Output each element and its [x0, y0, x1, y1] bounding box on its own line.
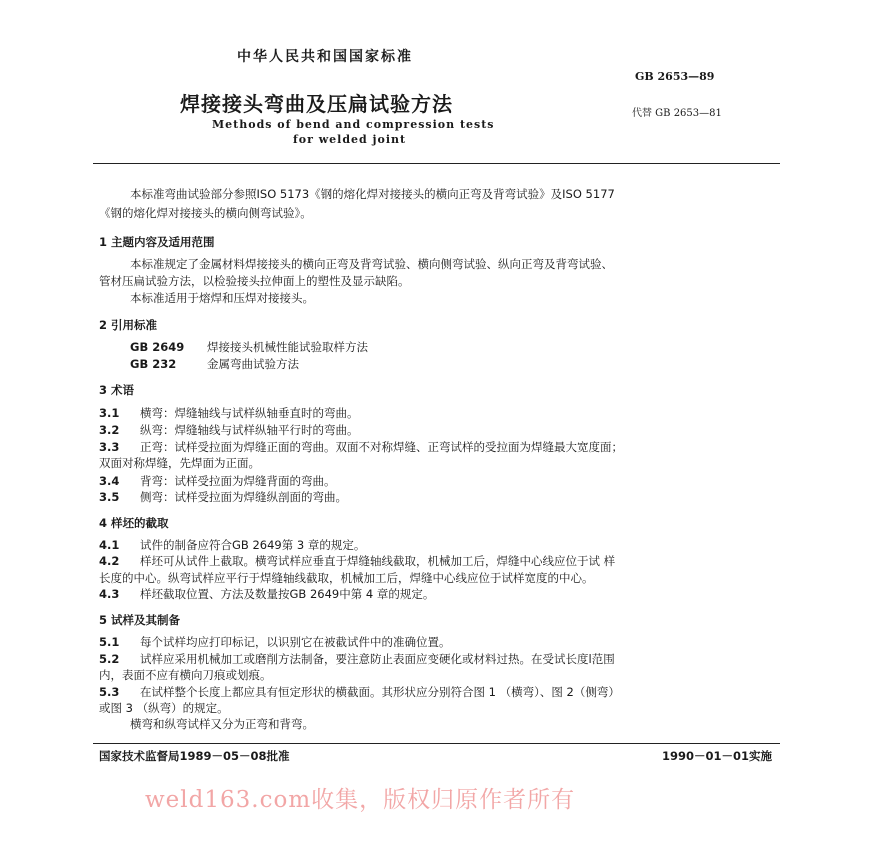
- header-rule: [93, 163, 780, 164]
- clause-text: 横弯和纵弯试样又分为正弯和背弯。: [130, 717, 314, 731]
- section-1-line-3: 本标准适用于熔焊和压焊对接接头。: [130, 291, 314, 305]
- approval-line: 国家技术监督局1989－05－08批准: [99, 749, 290, 763]
- section-3-heading: 3 术语: [99, 383, 135, 397]
- clause-text: 每个试样均应打印标记，以识别它在被截试件中的准确位置。: [140, 635, 451, 649]
- english-title-line-2: for welded joint: [293, 133, 407, 146]
- clause-number: 3.5: [99, 490, 120, 504]
- effective-date: 1990－01－01实施: [662, 749, 773, 763]
- watermark-text: weld163.com收集，版权归原作者所有: [145, 787, 576, 813]
- reference-code: GB 2649: [130, 340, 185, 354]
- standard-code: GB 2653—89: [635, 70, 715, 83]
- clause-number: 3.2: [99, 423, 120, 437]
- clause-number: 4.2: [99, 554, 120, 568]
- clause-number: 3.1: [99, 406, 120, 420]
- document-title: 焊接接头弯曲及压扁试验方法: [180, 92, 453, 116]
- clause-text: 样坯可从试件上截取。横弯试样应垂直于焊缝轴线截取，机械加工后，焊缝中心线应位于试 样: [140, 554, 616, 568]
- intro-line-2: 《钢的熔化焊对接接头的横向侧弯试验》。: [99, 206, 312, 220]
- section-1-heading: 1 主题内容及适用范围: [99, 235, 215, 249]
- clause-text-continued: 双面对称焊缝，先焊面为正面。: [99, 456, 260, 470]
- clause-text-continued: 或图 3 （纵弯）的规定。: [99, 701, 229, 715]
- section-1-line-2: 管材压扁试验方法，以检验接头拉伸面上的塑性及显示缺陷。: [99, 274, 410, 288]
- clause-text: 试样应采用机械加工或磨削方法制备，要注意防止表面应变硬化或材料过热。在受试长度l范围: [140, 652, 615, 666]
- clause-text: 正弯：试样受拉面为焊缝正面的弯曲。双面不对称焊缝、正弯试样的受拉面为焊缝最大宽度面；: [140, 440, 623, 454]
- clause-text: 在试样整个长度上都应具有恒定形状的横截面。其形状应分别符合图 1 （横弯）、图 2（侧弯）: [140, 685, 620, 699]
- section-1-line-1: 本标准规定了金属材料焊接接头的横向正弯及背弯试验、横向侧弯试验、纵向正弯及背弯试验、: [130, 257, 613, 271]
- clause-text: 样坯截取位置、方法及数量按GB 2649中第 4 章的规定。: [140, 587, 435, 601]
- clause-text: 侧弯：试样受拉面为焊缝纵剖面的弯曲。: [140, 490, 347, 504]
- english-title-line-1: Methods of bend and compression tests: [212, 118, 495, 131]
- clause-number: 4.1: [99, 538, 120, 552]
- footer-rule: [93, 743, 780, 744]
- section-2-heading: 2 引用标准: [99, 318, 158, 332]
- section-5-heading: 5 试样及其制备: [99, 613, 181, 627]
- clause-text: 试件的制备应符合GB 2649第 3 章的规定。: [140, 538, 366, 552]
- clause-text: 横弯：焊缝轴线与试样纵轴垂直时的弯曲。: [140, 406, 359, 420]
- clause-text: 纵弯：焊缝轴线与试样纵轴平行时的弯曲。: [140, 423, 359, 437]
- intro-line-1: 本标准弯曲试验部分参照ISO 5173《钢的熔化焊对接接头的横向正弯及背弯试验》及ISO 5177: [130, 187, 615, 201]
- reference-code: GB 232: [130, 357, 177, 371]
- clause-number: 5.3: [99, 685, 120, 699]
- replaces-code: 代替 GB 2653—81: [632, 108, 722, 119]
- clause-number: 3.4: [99, 474, 120, 488]
- national-standard-label: 中华人民共和国国家标准: [237, 49, 413, 65]
- clause-text-continued: 内，表面不应有横向刀痕或划痕。: [99, 668, 272, 682]
- reference-title: 金属弯曲试验方法: [207, 357, 299, 371]
- clause-number: 3.3: [99, 440, 120, 454]
- clause-text: 背弯：试样受拉面为焊缝背面的弯曲。: [140, 474, 336, 488]
- clause-number: 4.3: [99, 587, 120, 601]
- section-4-heading: 4 样坯的截取: [99, 516, 169, 530]
- clause-number: 5.1: [99, 635, 120, 649]
- reference-title: 焊接接头机械性能试验取样方法: [207, 340, 368, 354]
- clause-number: 5.2: [99, 652, 120, 666]
- clause-text-continued: 长度的中心。纵弯试样应平行于焊缝轴线截取，机械加工后，焊缝中心线应位于试样宽度的中心。: [99, 571, 594, 585]
